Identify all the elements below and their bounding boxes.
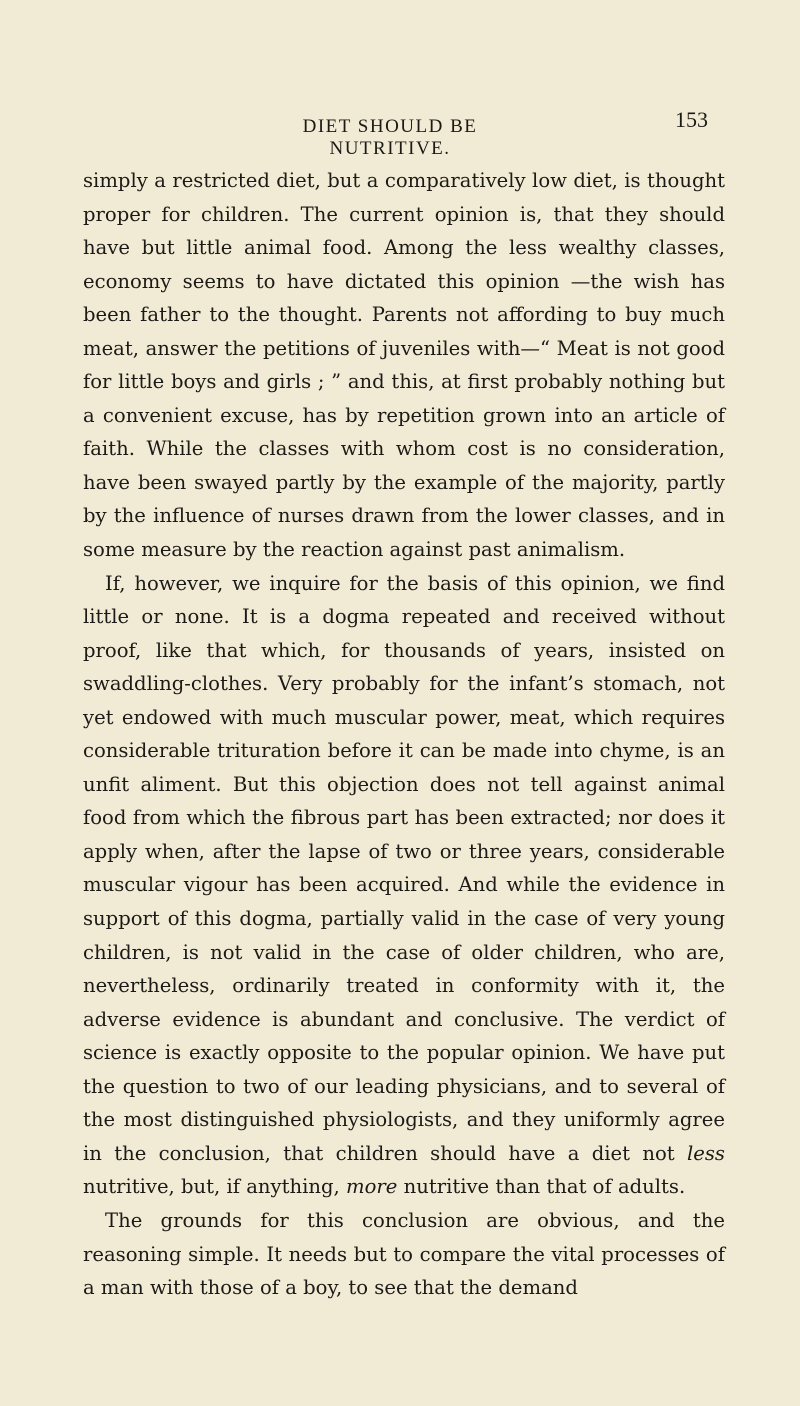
paragraph-2-tail: nutritive than that of adults. <box>403 1175 686 1199</box>
running-head <box>0 107 800 159</box>
emphasis-less: less <box>687 1141 725 1165</box>
running-title: DIET SHOULD BE NUTRITIVE. <box>302 116 478 159</box>
paragraph-2-text: If, however, we inquire for the basis of this opinion, we find little or none. It is a dogma repeated and received without proof, like that which, for thousands of years, insisted on swaddling-clothes. Very probably for the infant’s stomach, not yet endowed with much muscular power, meat, which requires considerable trituration before it can be made into chyme, is an unfit aliment. But this objection does not tell against animal food from which the fibrous part has been extracted; nor does it apply when, after the lapse of two or three years, considerable muscular vigour has been acquired. And while the evidence in support of this dogma, partially valid in the case of very young children, is not valid in the case of older children, who are, nevertheless, ordinarily treated in conformity with it, the adverse evidence is abundant and conclusive. The verdict of science is exactly opposite to the popular opinion. We have put the question to two of our leading physicians, and to several of the most distinguished physiologists, and they uniformly agree in the conclusion, that children should have a diet not <box>83 571 725 1165</box>
page-number: 153 <box>675 107 708 132</box>
emphasis-more: more <box>346 1175 398 1199</box>
paragraph-1: simply a restricted diet, but a comparatively low diet, is thought proper for children. The current opinion is, that they should have but little animal food. Among the less wealthy classes, economy seems to have dictated this opinion —the wish has been father to the thought. Parents not affording to buy much meat, answer the petitions of juveniles with—“ Meat is not good for little boys and girls ; ” and this, at first probably nothing but a convenient excuse, has by repetition grown into an article of faith. While the classes with whom cost is no consideration, have been swayed partly by the example of the majority, partly by the influence of nurses drawn from the lower classes, and in some measure by the reaction against past animalism. <box>83 169 725 562</box>
body-text <box>83 164 725 1305</box>
paragraph-2 <box>83 567 725 1204</box>
paragraph-2-mid: nutritive, but, if anything, <box>83 1175 340 1199</box>
paragraph-3: The grounds for this conclusion are obvious, and the reasoning simple. It needs but to compare the vital processes of a man with those of a boy, to see that the demand <box>83 1208 725 1300</box>
